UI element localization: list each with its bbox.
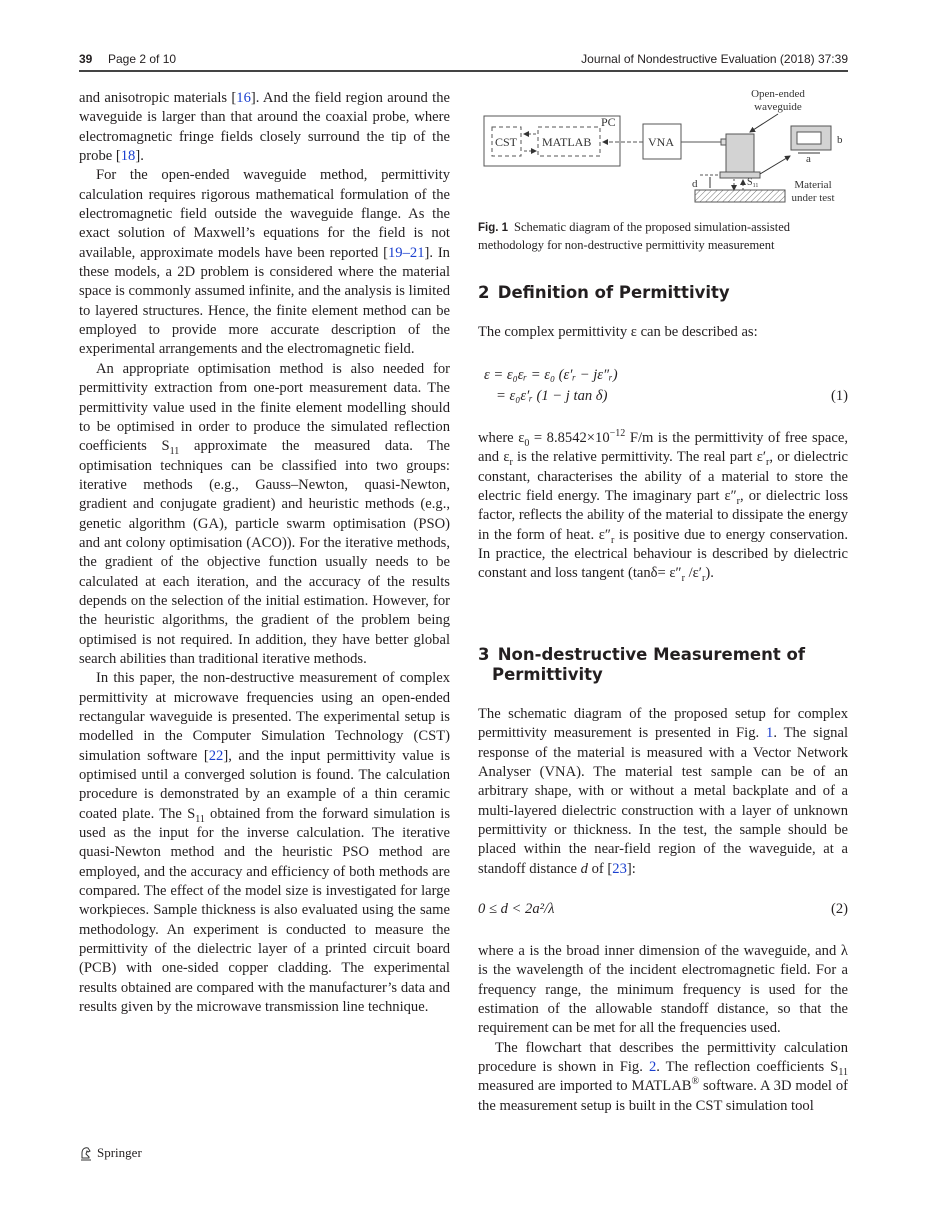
dim-b-label: b: [837, 134, 843, 146]
s11-label: $S_{11}$: [747, 177, 759, 189]
paragraph: and anisotropic materials [16]. And the field region around the waveguide is larger than that around the coaxial probe, where electromagnetic fringe fields closely surround the tip of the probe [18].: [79, 90, 450, 165]
springer-horse-icon: [79, 1145, 93, 1161]
paragraph: For the open-ended waveguide method, permittivity calculation requires rigorous mathematical formulation of the electromagnetic field outside the waveguide flange. As the exact solution of Maxwell’s equations for the field is not available, approximate models have been reported [19–21]. In these models, a 2D problem is considered where the material space is commonly assumed infinite, and the analysis is limited to layered structures. Hence, the finite element method can be employed to provide more accurate description of the experimental arrangements and the electromagnetic field.: [79, 167, 450, 358]
journal-citation: Journal of Nondestructive Evaluation (2018) 37:39: [581, 52, 848, 66]
waveguide-label: Open-ended: [751, 88, 805, 100]
left-column: [79, 89, 450, 1018]
section-3-heading: 3 Non-destructive Measurement of Permittivity: [478, 645, 806, 684]
figure-label: Fig. 1: [478, 222, 509, 234]
paragraph: where $\varepsilon_0 = 8.8542\times 10^{-12}$ F/m is the permittivity of free space, and $\varepsilon_r$ is the relative permittivity. The real part $\varepsilon'_r$, or dielectric constant, characterises the ability of a material to store the electric field energy. The imaginary part $\varepsilon''_r$, or dielectric loss factor, reflects the ability of the material to dissipate the energy in the form of heat. $\varepsilon''_r$ is positive due to energy conservation. In practice, the electrical behaviour is described by dielectric constant and loss tangent ($\tan\delta= \varepsilon''_r$ $/\varepsilon'_r$).: [478, 428, 849, 585]
pc-label: PC: [601, 115, 616, 129]
paragraph: The flowchart that describes the permittivity calculation procedure is shown in Fig. 2. The reflection coefficients $S_{11}$ measured are imported to MATLAB® software. A 3D model of the measurement setup is built in the CST simulation tool: [478, 1039, 848, 1114]
paragraph: The schematic diagram of the proposed setup for complex permittivity measurement is presented in Fig. 1. The signal response of the material is measured with a Vector Network Analyser (VNA). The material test sample can be of an arbitrary shape, with or without a metal backplate and of a multi-layered dielectric construction with a layer of unknown permittivity or thickness. In the test, the sample should be placed within the near-field region of the waveguide, at a standoff distance d of [23]:: [478, 706, 848, 877]
section-3-body-cont: [478, 942, 848, 1116]
section-2-heading: 2 Definition of Permittivity: [478, 283, 730, 302]
dim-a-label: a: [806, 153, 811, 165]
equation-number: (2): [830, 901, 848, 917]
equation-number: (1): [830, 388, 848, 404]
vna-label: VNA: [648, 135, 674, 149]
matlab-label: MATLAB: [542, 135, 592, 149]
citation-link[interactable]: 16: [236, 90, 251, 106]
citation-link[interactable]: 18: [120, 148, 136, 165]
schematic-diagram: [478, 84, 848, 209]
section-3-body: [478, 705, 848, 879]
figure-1-caption: Fig. 1 Schematic diagram of the proposed simulation-assisted methodology for non-destructive permittivity measurement: [478, 220, 791, 252]
paragraph: where a is the broad inner dimension of the waveguide, and λ is the wavelength of the incident electromagnetic field. For a frequency range, the minimum frequency is used for the estimation of the allowable standoff distance, so that the requirement can be met for all the frequencies used.: [478, 943, 848, 1037]
material-under-test: [695, 190, 785, 202]
citation-link[interactable]: 22: [208, 747, 224, 764]
article-number: 39: [79, 52, 93, 66]
figure-link[interactable]: 1: [766, 725, 774, 742]
waveguide-flange: [720, 172, 760, 178]
citation-link[interactable]: 23: [612, 860, 627, 877]
publisher-name: Springer: [97, 1145, 142, 1160]
paragraph: An appropriate optimisation method is also needed for permittivity extraction from one-port measurement data. The permittivity value used in the finite element modelling should to be optimised in order to produce the simulated reflection coefficients $S_{11}$ approximate the measured data. The optimisation techniques can be classified into two groups: iterative methods (e.g., Gauss–Newton, quasi-Newton, gradient and conjugate gradient) and heuristic methods (e.g., genetic algorithm (GA), particle swarm optimisation (PSO) and ant colony optimisation (ACO)). For the iterative methods, the gradient of the objective function usually needs to be calculated at each iteration, and the accuracy of the results depends on the selection of the initial estimation. However, for the heuristic algorithms, the gradient of the problem being optimised is not required. In addition, they have better global search abilities than traditional iterative methods.: [79, 360, 450, 667]
header-rule: [79, 70, 848, 72]
section-2-intro: The complex permittivity ε can be described as:: [478, 324, 758, 340]
svg-text:waveguide: waveguide: [754, 101, 802, 113]
section-2-body: [478, 429, 848, 584]
paragraph: In this paper, the non-destructive measurement of complex permittivity at microwave frequencies using an open-ended rectangular waveguide is presented. The experimental setup is modelled in the Computer Simulation Technology (CST) simulation software [22], and the input permittivity value is optimised until a converged solution is found. The calculation procedure is demonstrated by an example of a thin ceramic coated plate. The $S_{11}$ obtained from the forward simulation is used as the input for the inverse calculation. The iterative quasi-Newton method and the heuristic PSO method are employed, and the accuracy and efficiency of both methods are compared. The effect of the model size is investigated for large workpieces. Sample thickness is also evaluated using the same methodology. An experiment is conducted to measure the permittivity of the dielectric layer of a printed circuit board (PCB) with one-sided copper cladding. The experimental results obtained are compared with the manufacturer’s data and results given by the microwave transmission line technique.: [79, 670, 450, 1016]
waveguide-body: [726, 134, 754, 172]
aperture-inner: [797, 132, 821, 144]
publisher-footer: [79, 1145, 142, 1161]
figure-1-schematic: [478, 84, 848, 209]
citation-link[interactable]: 19–21: [388, 244, 425, 261]
cst-label: CST: [495, 135, 518, 149]
figure-link[interactable]: 2: [648, 1059, 657, 1076]
equation-1: ε = ε₀εᵣ = ε₀ (ε′ᵣ − jε″ᵣ) = ε₀ε′ᵣ (1 − j tan δ) (1): [484, 365, 848, 407]
svg-text:under test: under test: [791, 192, 835, 204]
running-header: [79, 49, 848, 71]
material-label: Material: [794, 179, 832, 191]
equation-2: 0 ≤ d < 2a²/λ (2): [478, 899, 848, 920]
waveguide-connector: [721, 139, 726, 145]
page-indicator: Page 2 of 10: [108, 52, 177, 66]
standoff-d-label: d: [692, 178, 698, 190]
